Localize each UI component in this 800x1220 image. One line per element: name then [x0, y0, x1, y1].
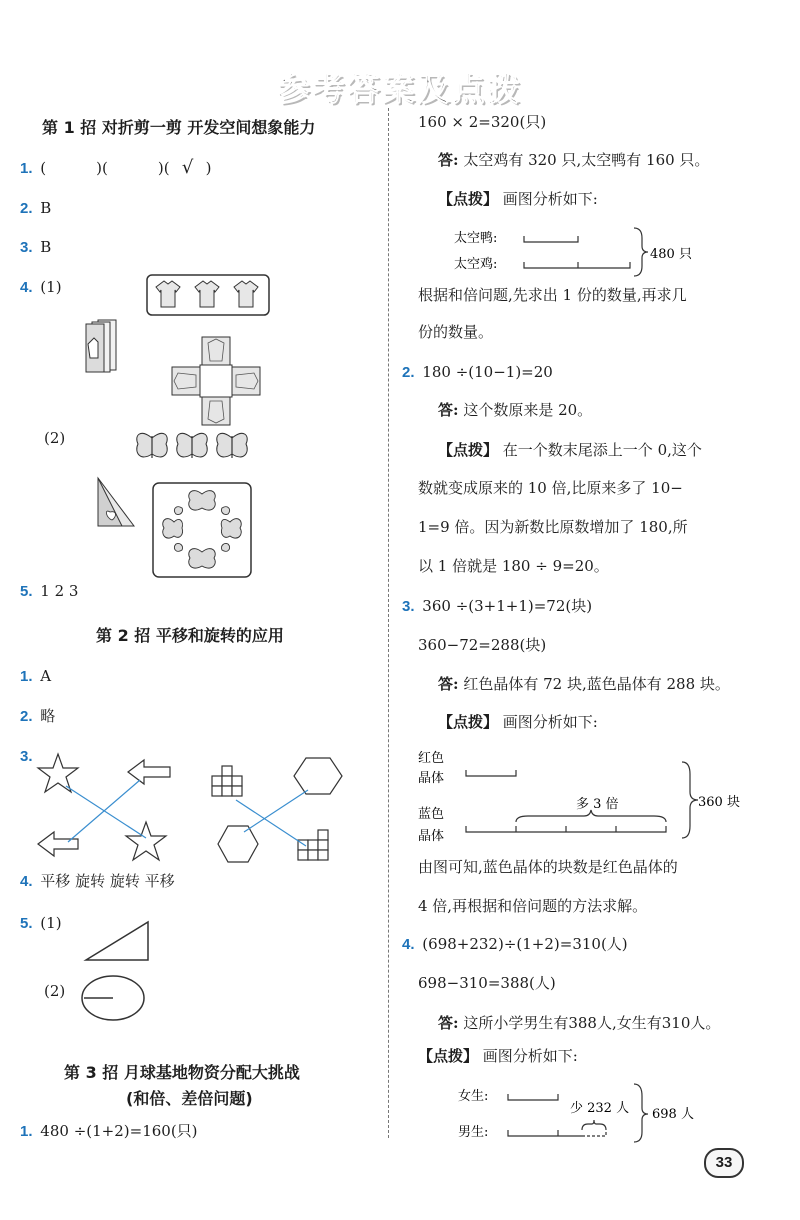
right-item-2-hint — [438, 440, 702, 460]
shirts-strip-figure — [146, 274, 270, 316]
answer-1-3 — [20, 236, 51, 259]
shirt-cross-pattern-figure — [170, 335, 262, 427]
bar-total-1: 480 只 — [650, 247, 692, 262]
answer-label: 答: — [438, 1014, 459, 1032]
right-triangle-figure — [84, 920, 150, 962]
section-2-title: 第 2 招 平移和旋转的应用 — [96, 626, 284, 645]
right-item-4-equation-2: 698−310=388(人) — [418, 974, 556, 992]
right-item-2-number: 2. — [402, 364, 415, 381]
answer-1-3-number: 3. — [20, 239, 33, 256]
butterfly-left-icon — [163, 519, 183, 538]
bar-red — [466, 770, 516, 776]
section-3-title-line-2: (和倍、差倍问题) — [126, 1089, 253, 1108]
answer-1-4-number: 4. — [20, 279, 33, 296]
butterfly-right-icon — [221, 519, 241, 538]
right-item-4-line-1 — [402, 934, 628, 955]
bar-total-3: 698 人 — [652, 1107, 694, 1122]
right-item-2-line-1 — [402, 362, 553, 383]
answer-1-1-bracket-3-value: √ — [181, 157, 194, 178]
answer-1-1-bracket-3: ( √ ) — [163, 157, 212, 178]
brace-total-1 — [634, 228, 648, 276]
hexagon-icon-bottom — [218, 826, 258, 862]
page-title: 参考答案及点拨 — [277, 70, 523, 108]
bar-label-girls: 女生: — [458, 1089, 489, 1104]
answer-1-5 — [20, 580, 78, 603]
column-divider — [388, 108, 389, 1138]
bar-model-girls-boys — [458, 1078, 758, 1142]
butterfly-top-icon — [189, 491, 216, 510]
right-item-3-line-1 — [402, 596, 592, 617]
bar-label-duck: 太空鸭: — [454, 231, 498, 246]
answer-3-1 — [20, 1120, 198, 1143]
hexagon-icon-top — [294, 758, 342, 794]
bar-blue — [466, 826, 666, 832]
folded-paper-shirt-figure — [84, 318, 126, 374]
answer-2-3-number: 3. — [20, 748, 33, 765]
right-item-1-line-1: 160 × 2=320(只) — [418, 113, 547, 131]
hint-label: 【点拨】 — [438, 713, 499, 731]
bar-label-chicken: 太空鸡: — [454, 257, 498, 272]
hint-label: 【点拨】 — [438, 190, 499, 208]
right-item-3-number: 3. — [402, 598, 415, 615]
right-item-3-equation-2: 360−72=288(块) — [418, 636, 547, 654]
right-item-4-hint — [418, 1046, 578, 1066]
right-item-4-answer-text: 这所小学男生有388人,女生有310人。 — [463, 1014, 721, 1032]
answer-2-1-text: A — [40, 667, 52, 685]
right-item-1-after-1: 根据和倍问题,先求出 1 份的数量,再求几 — [418, 286, 687, 304]
right-item-2-equation: 180 ÷(10−1)=20 — [422, 363, 553, 381]
bar-duck — [524, 236, 578, 242]
bar-difference-label: 多 3 倍 — [576, 797, 619, 812]
butterfly-icon-1 — [137, 433, 167, 458]
bar-boys — [508, 1130, 582, 1136]
hint-label: 【点拨】 — [418, 1047, 479, 1065]
right-item-3-after-2: 4 倍,再根据和倍问题的方法求解。 — [418, 897, 648, 915]
bar-label-blue-2: 晶体 — [418, 829, 445, 844]
blocks-icon-bottom — [298, 830, 328, 860]
answer-2-4-number: 4. — [20, 873, 33, 890]
answer-2-2 — [20, 705, 55, 728]
bar-total-2: 360 块 — [698, 795, 740, 810]
section-1-title: 第 1 招 对折剪一剪 开发空间想象能力 — [42, 118, 316, 137]
butterfly-icon-2 — [177, 433, 207, 458]
answer-2-5 — [20, 912, 62, 935]
match-line-arrow — [68, 780, 140, 842]
bar-model-duck-chicken — [450, 224, 750, 276]
right-item-2-hint-text-2: 数就变成原来的 10 倍,比原来多了 10− — [418, 479, 683, 497]
answer-2-4-text: 平移 旋转 旋转 平移 — [40, 872, 175, 890]
bar-chicken — [524, 262, 630, 268]
right-item-1-answer-text: 太空鸡有 320 只,太空鸭有 160 只。 — [463, 151, 710, 169]
right-item-3-hint — [438, 712, 598, 732]
answer-2-4 — [20, 870, 175, 893]
arrow-left-icon-top — [128, 760, 170, 784]
right-item-3-hint-text: 画图分析如下: — [502, 713, 598, 731]
answer-1-3-text: B — [40, 238, 52, 256]
right-item-4-number: 4. — [402, 936, 415, 953]
answer-1-1 — [20, 157, 211, 180]
hint-label: 【点拨】 — [438, 441, 499, 459]
right-item-2-hint-text-1: 在一个数末尾添上一个 0,这个 — [502, 441, 702, 459]
right-item-3-answer-text: 红色晶体有 72 块,蓝色晶体有 288 块。 — [463, 675, 730, 693]
folded-triangle-paper-figure — [94, 474, 138, 532]
section-3-title-line-1: 第 3 招 月球基地物资分配大挑战 — [64, 1063, 300, 1082]
brace-difference-3 — [582, 1120, 606, 1130]
answer-2-2-number: 2. — [20, 708, 33, 725]
right-item-1-after-2: 份的数量。 — [418, 323, 494, 341]
blocks-icon-top — [212, 766, 242, 796]
answer-1-1-bracket-2: ( ) — [102, 159, 164, 177]
arrow-left-icon-bottom — [38, 832, 78, 856]
right-item-1-answer — [438, 150, 709, 170]
right-item-2-hint-text-3: 1=9 倍。因为新数比原数增加了 180,所 — [418, 518, 688, 536]
bar-difference-label-3: 少 232 人 — [570, 1101, 630, 1116]
answer-2-5-part-1: (1) — [40, 914, 62, 932]
answer-1-4-part-2: (2) — [44, 429, 66, 447]
butterfly-bottom-icon — [189, 549, 216, 568]
answer-1-2 — [20, 197, 51, 220]
butterfly-strip-figure — [130, 428, 256, 466]
star-icon-bottom — [126, 822, 166, 860]
right-item-1-hint-text: 画图分析如下: — [502, 190, 598, 208]
right-item-4-answer — [438, 1013, 720, 1033]
right-item-4-hint-text: 画图分析如下: — [482, 1047, 578, 1065]
answer-1-5-text: 1 2 3 — [40, 582, 79, 600]
right-item-2-hint-text-4: 以 1 倍就是 180 ÷ 9=20。 — [418, 557, 609, 575]
bar-label-red-1: 红色 — [418, 751, 445, 766]
bar-label-red-2: 晶体 — [418, 771, 445, 786]
answer-2-5-part-2: (2) — [44, 982, 66, 1000]
answer-1-2-text: B — [40, 199, 52, 217]
answer-1-5-number: 5. — [20, 583, 33, 600]
right-item-3-answer — [438, 674, 730, 694]
translation-rotation-matching-figure — [36, 750, 356, 866]
right-item-4-equation-1: (698+232)÷(1+2)=310(人) — [422, 935, 628, 953]
answer-2-1-number: 1. — [20, 668, 33, 685]
answer-2-3 — [20, 745, 36, 768]
answer-2-5-number: 5. — [20, 915, 33, 932]
bar-boys-dashed-part — [582, 1130, 606, 1136]
butterfly-square-pattern-figure — [152, 482, 252, 578]
star-icon-top — [38, 754, 78, 792]
page-number: 33 — [704, 1148, 744, 1178]
answer-1-1-number: 1. — [20, 160, 33, 177]
brace-total-3 — [634, 1084, 648, 1142]
butterfly-icon-3 — [217, 433, 247, 458]
bar-label-blue-1: 蓝色 — [418, 807, 445, 822]
answer-1-2-number: 2. — [20, 200, 33, 217]
brace-total-2 — [682, 762, 698, 838]
right-item-1-hint — [438, 189, 598, 209]
answer-2-2-text: 略 — [40, 707, 56, 725]
right-item-2-answer — [438, 400, 592, 420]
answer-label: 答: — [438, 675, 459, 693]
right-item-2-answer-text: 这个数原来是 20。 — [463, 401, 593, 419]
right-item-3-equation-1: 360 ÷(3+1+1)=72(块) — [422, 597, 593, 615]
answer-1-1-bracket-1: ( ) — [40, 159, 103, 177]
right-item-3-after-1: 由图可知,蓝色晶体的块数是红色晶体的 — [418, 858, 678, 876]
answer-3-1-text: 480 ÷(1+2)=160(只) — [40, 1122, 198, 1140]
answer-1-4 — [20, 276, 62, 299]
answer-label: 答: — [438, 401, 459, 419]
bar-girls — [508, 1094, 558, 1100]
circle-with-radius-figure — [80, 974, 146, 1022]
answer-1-4-part-1: (1) — [40, 278, 62, 296]
bar-model-red-blue-crystals — [418, 746, 768, 846]
match-line-star — [66, 786, 146, 838]
answer-2-1 — [20, 665, 51, 688]
answer-3-1-number: 1. — [20, 1123, 33, 1140]
answer-label: 答: — [438, 151, 459, 169]
bar-label-boys: 男生: — [458, 1125, 489, 1140]
